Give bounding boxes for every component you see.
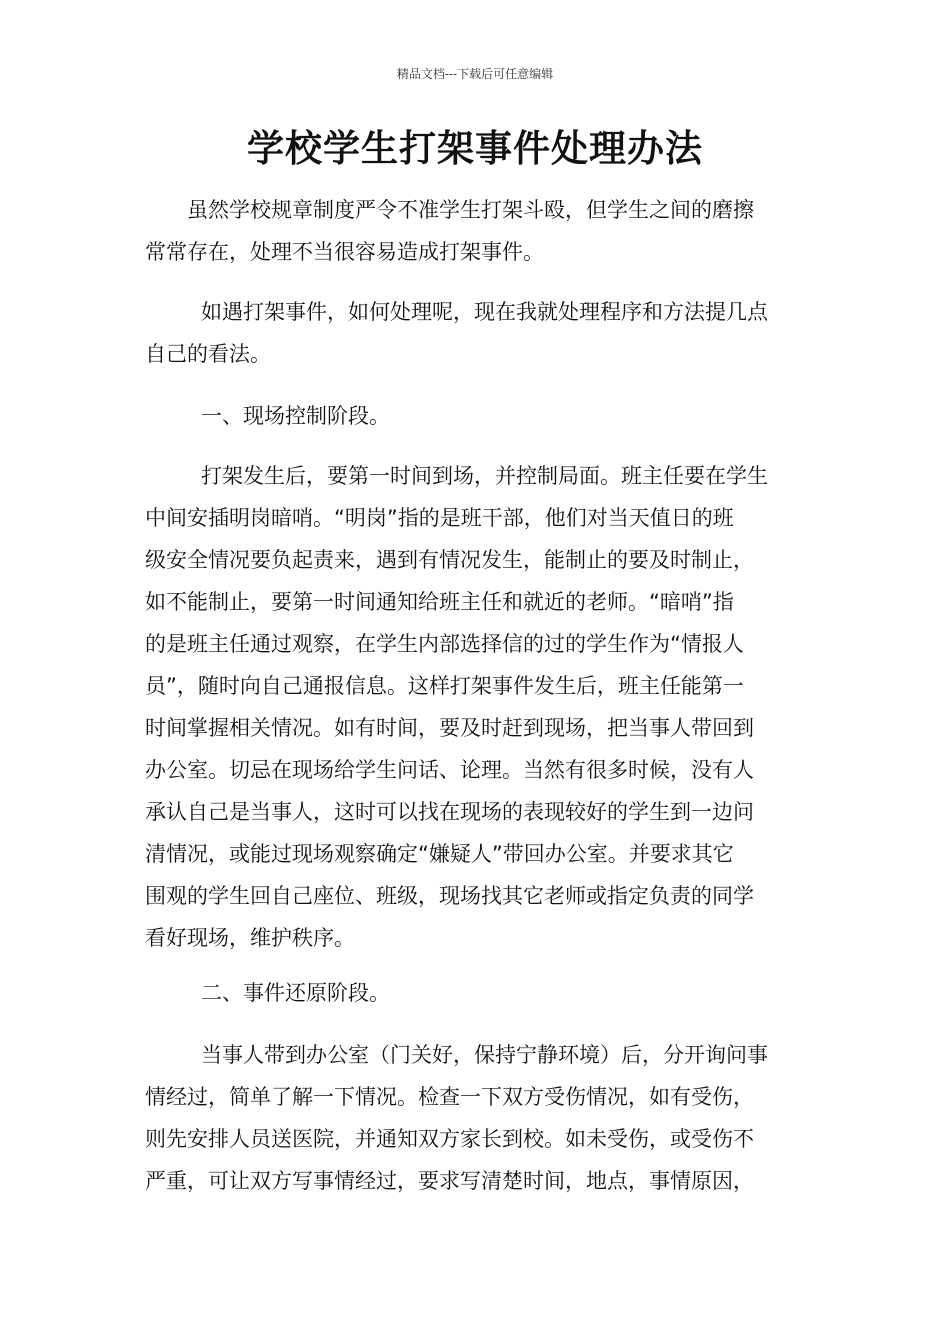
paragraph-line: 围观的学生回自己座位、班级，现场找其它老师或指定负责的同学 bbox=[145, 884, 754, 908]
paragraph-line: 情经过，简单了解一下情况。检查一下双方受伤情况，如有受伤， bbox=[145, 1085, 754, 1109]
paragraph-line: 如遇打架事件，如何处理呢，现在我就处理程序和方法提几点 bbox=[201, 300, 768, 324]
paragraph-line: 时间掌握相关情况。如有时间，要及时赶到现场，把当事人带回到 bbox=[145, 716, 754, 740]
section-heading-1 bbox=[145, 395, 805, 437]
section-heading-text: 一、现场控制阶段。 bbox=[201, 404, 390, 428]
paragraph-event-reconstruction bbox=[145, 1034, 805, 1202]
paragraph-line: 如不能制止，要第一时间通知给班主任和就近的老师。“暗哨”指 bbox=[145, 590, 734, 614]
paragraph-line: 级安全情况要负起责来，遇到有情况发生，能制止的要及时制止， bbox=[145, 548, 754, 572]
paragraph-line: 员”，随时向自己通报信息。这样打架事件发生后，班主任能第一 bbox=[145, 674, 744, 698]
paragraph-line: 虽然学校规章制度严令不准学生打架斗殴，但学生之间的磨擦 bbox=[187, 198, 754, 222]
paragraph-scene-control bbox=[145, 455, 805, 959]
paragraph-line: 承认自己是当事人，这时可以找在现场的表现较好的学生到一边问 bbox=[145, 800, 754, 824]
document-title: 学校学生打架事件处理办法 bbox=[247, 127, 703, 170]
paragraph-line: 则先安排人员送医院，并通知双方家长到校。如未受伤，或受伤不 bbox=[145, 1127, 754, 1151]
paragraph-line: 自己的看法。 bbox=[145, 342, 271, 366]
paragraph-line: 当事人带到办公室（门关好，保持宁静环境）后，分开询问事 bbox=[201, 1043, 768, 1067]
paragraph-line: 看好现场，维护秩序。 bbox=[145, 926, 355, 950]
paragraph-line: 常常存在，处理不当很容易造成打架事件。 bbox=[145, 240, 544, 264]
paragraph-intro bbox=[145, 189, 805, 273]
section-heading-text: 二、事件还原阶段。 bbox=[201, 981, 390, 1005]
page-header: 精品文档---下载后可任意编辑 bbox=[396, 67, 554, 81]
paragraph-line: 清情况，或能过现场观察确定“嫌疑人”带回办公室。并要求其它 bbox=[145, 842, 734, 866]
paragraph-line: 中间安插明岗暗哨。“明岗”指的是班干部，他们对当天值日的班 bbox=[145, 506, 734, 530]
paragraph-line: 的是班主任通过观察，在学生内部选择信的过的学生作为“情报人 bbox=[145, 632, 744, 656]
paragraph-approach bbox=[145, 291, 805, 375]
paragraph-line: 严重，可让双方写事情经过，要求写清楚时间，地点，事情原因， bbox=[145, 1169, 754, 1193]
section-heading-2 bbox=[145, 972, 805, 1014]
paragraph-line: 打架发生后，要第一时间到场，并控制局面。班主任要在学生 bbox=[201, 464, 768, 488]
paragraph-line: 办公室。切忌在现场给学生问话、论理。当然有很多时候，没有人 bbox=[145, 758, 754, 782]
